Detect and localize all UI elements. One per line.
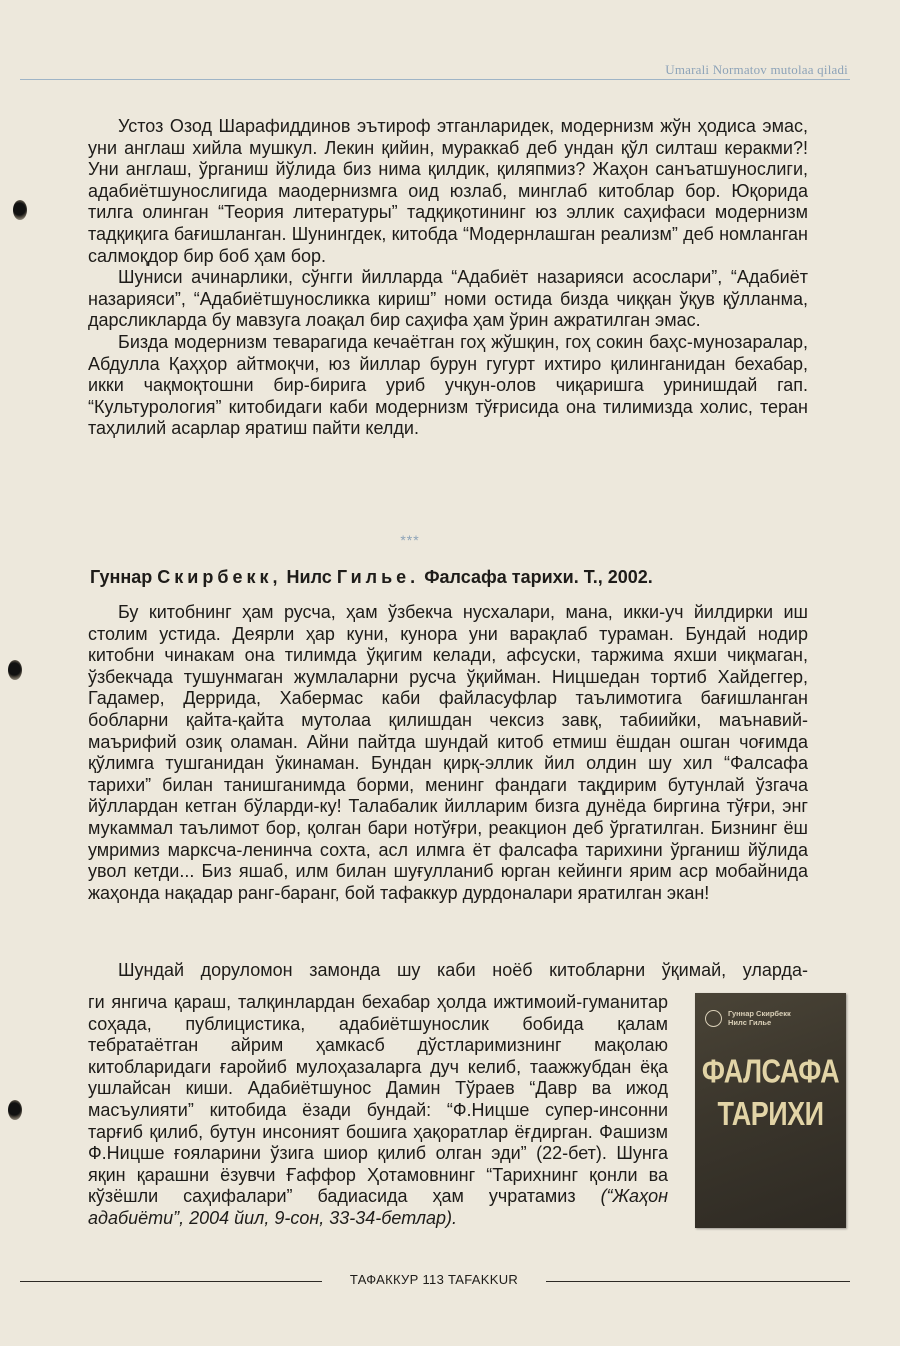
author2-last-name: Гилье. <box>336 567 420 587</box>
paragraph-last-line-1: Шундай доруломон замонда шу каби ноёб китобларни ўқимай, уларда- <box>118 960 808 980</box>
publisher-emblem-icon <box>705 1010 722 1027</box>
paragraph-book: Бу китобнинг ҳам русча, ҳам ўзбекча нусхалари, мана, икки-уч йилдирки иш столим устида. Деярли ҳар куни, кунора уни варақлаб тураман. Бундай нодир китобни чинакам она тилимда ўқигим келади, афсуски, таржима яхши чиқмаган, ўзбекчада тушунмаган жумлаларни русча ўқийман. Ницшедан тортиб Хайдеггер, Гадамер, Деррида, Хабермас каби файласуфлар таълимотига бағишланган бобларни қайта-қайта мутолаа қилишдан чексиз завқ, табиийки, маънавий-маърифий озиқ оламан. Айни пайтда шундай китоб етмиш ёшдан ошган чоғимда қўлимга тушганидан ўкинаман. Бундан қирқ-эллик йил олдин шу хил “Фалсафа тарихи” билан танишганимда борми, менинг фандаги тақдирим бутунлай ўзгача йўллардан кетган бўларди-ку! Талабалик йилларим бизга дунёда биргина тўғри, энг мукаммал таълимот бор, қолган бари нотўғри, реакцион деб ўргатилган. Бизнинг ёш умримиз марксча-ленинча сохта, асл илмга ёт фалсафа тарихини ўрганиш йўлида увол кетди... Биз яшаб, илм билан шуғулланиб юрган кейинги ярим аср мобайнида жаҳонда нақадар ранг-баранг, бой тафаккур дурдоналари яратилган экан! <box>88 602 808 903</box>
footer-rule-right <box>546 1281 850 1282</box>
author2-first-name: Нилс <box>286 567 332 587</box>
cover-title-line-2: ТАРИХИ <box>717 1095 824 1133</box>
binder-hole-middle <box>8 660 22 680</box>
header-rule <box>20 79 850 80</box>
cover-author-2: Нилс Гилье <box>728 1018 772 1027</box>
paragraph-last <box>88 992 668 1230</box>
cover-title <box>695 1050 846 1135</box>
cover-authors <box>728 1009 840 1027</box>
footer-rule-left <box>20 1281 322 1282</box>
book-review-section <box>88 602 808 904</box>
intro-section <box>88 116 808 440</box>
cover-author-1: Гуннар Скирбекк <box>728 1009 791 1018</box>
last-paragraph-column <box>88 992 668 1230</box>
page-footer <box>322 1272 546 1287</box>
footer-journal-latin: TAFAKKUR <box>448 1272 519 1287</box>
section-separator: *** <box>400 532 420 548</box>
citation: (“Жаҳон адабиёти”, 2004 йил, 9-сон, 33-34-бетлар). <box>88 1186 668 1228</box>
author1-last-name: Скирбекк, <box>157 567 282 587</box>
binder-hole-bottom <box>8 1100 22 1120</box>
book-title: Фалсафа тарихи. Т., 2002. <box>424 567 653 587</box>
page-number: 113 <box>422 1272 445 1287</box>
author1-first-name: Гуннар <box>90 567 153 587</box>
cover-title-line-1: ФАЛСАФА <box>701 1052 840 1090</box>
paragraph-3: Бизда модернизм теварагида кечаётган гоҳ жўшқин, гоҳ сокин баҳс-мунозаралар, Абдулла Қаҳҳор айтмоқчи, юз йиллар бурун гугурт ихтиро қилинганидан бехабар, икки чақмоқтошни бир-бирига уриб учқун-олов чиқаришга уринишдай гап. “Культурология” китобидаги каби модернизм тўғрисида она тилимизда холис, теран таҳлилий асарлар яратиш пайти келди. <box>88 331 808 439</box>
paragraph-1: Устоз Озод Шарафиддинов эътироф этганларидек, модернизм жўн ҳодиса эмас, уни англаш хийла мушкул. Лекин қийин, мураккаб деб ундан қўл силташ керакми?! Уни англаш, ўрганиш йўлида биз нима қилдик, қиляпмиз? Жаҳон санъатшунослиги, адабиётшунослигида маодернизмга оид юзлаб, минглаб китоблар бор. Юқорида тилга олинган “Теория литературы” тадқиқотининг юз эллик саҳифаси модернизм тадқиқига бағишланган. Шунингдек, китобда “Модернлашган реализм” деб номланган салмоқдор бир боб ҳам бор. <box>88 116 808 266</box>
book-cover-image <box>695 993 846 1228</box>
last-paragraph-first-line <box>88 960 808 982</box>
running-head: Umarali Normatov mutolaa qiladi <box>665 62 848 77</box>
paragraph-2: Шуниси ачинарлики, сўнгги йилларда “Адабиёт назарияси асослари”, “Адабиёт назарияси”, “Адабиётшуносликка кириш” номи остида бизда чиққан ўқув қўлланма, дарсликларда бу мавзуга лоақал бир саҳифа ҳам ўрин ажратилган эмас. <box>88 267 808 331</box>
footer-journal-cyrillic: ТАФАККУР <box>349 1272 419 1287</box>
binder-hole-top <box>13 200 27 220</box>
book-heading <box>88 567 818 588</box>
paragraph-last-text: ги янгича қараш, талқинлардан бехабар ҳолда ижтимоий-гуманитар соҳада, публицистика, адабиётшунослик бобида қалам тебратаётган айрим ҳамкасб дўстларимизнинг мақолаю китобларидаги ғаройиб мулоҳазаларга дуч келиб, таажжубдан ёқа ушлайсан киши. Адабиётшунос Дамин Тўраев “Давр ва ижод масъулияти” китобида ёзади бундай: “Ф.Ницше супер-инсонни тарғиб қилиб, бутун инсоният бошига ҳақоратлар ёғдирган. Фашизм Ф.Ницше ғояларини ўзига шиор қилиб олган эди” (22-бет). Шунга яқин қарашни ёзувчи Ғаффор Ҳотамовнинг “Тарихнинг қонли ва кўзёшли саҳифалари” бадиасида ҳам учратамиз <box>88 992 668 1207</box>
